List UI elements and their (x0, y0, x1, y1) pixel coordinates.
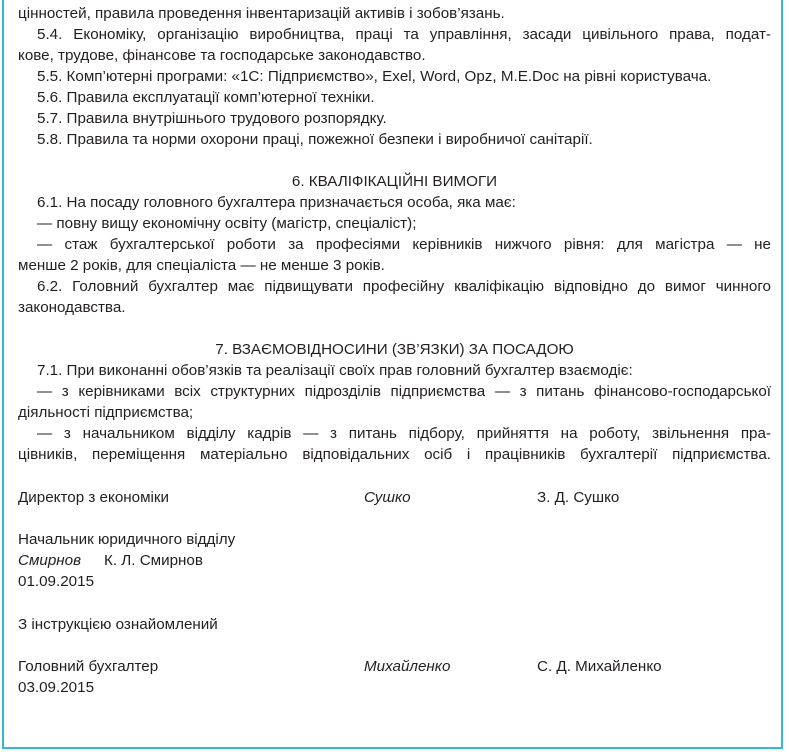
paragraph-line: 5.6. Правила експлуатації комп’ютерної техніки. (37, 89, 375, 106)
acquaintance-note: З інструкцією ознайомлений (18, 616, 218, 633)
paragraph-line: діяльності підприємства; (18, 404, 194, 421)
signatory-name: К. Л. Смирнов (104, 552, 203, 569)
paragraph-line: — з начальником відділу кадрів — з питань підбору, прийняття на роботу, звільнення пра- (37, 425, 771, 442)
paragraph-line: 5.8. Правила та норми охорони праці, пожежної безпеки і виробничої санітарії. (37, 131, 593, 148)
paragraph-line: 5.7. Правила внутрішнього трудового розпорядку. (37, 110, 387, 127)
section-heading: 7. ВЗАЄМОВІДНОСИНИ (ЗВ’ЯЗКИ) ЗА ПОСАДОЮ (215, 341, 574, 358)
signatory-title: Директор з економіки (18, 489, 170, 506)
paragraph-line: 5.4. Економіку, організацію виробництва, праці та управління, засади цивільного права, подат- (37, 26, 771, 43)
signatory-name: С. Д. Михайленко (537, 658, 662, 675)
paragraph-line: 6.1. На посаду головного бухгалтера призначається особа, яка має: (37, 194, 516, 211)
paragraph-line: — повну вищу економічну освіту (магістр, спеціаліст); (37, 215, 417, 232)
paragraph-line: 6.2. Головний бухгалтер має підвищувати професійну кваліфікацію відповідно до вимог чинного (37, 278, 771, 295)
paragraph-line: 5.5. Комп’ютерні програми: «1С: Підприємство», Exel, Word, Opz, M.E.Doc на рівні користувача. (37, 68, 712, 85)
signature: Михайленко (364, 658, 451, 675)
paragraph-line: 7.1. При виконанні обов’язків та реалізації своїх прав головний бухгалтер взаємодіє: (37, 362, 633, 379)
signatory-title: Головний бухгалтер (18, 658, 159, 675)
signature-date: 01.09.2015 (18, 573, 95, 590)
paragraph-line: — з керівниками всіх структурних підрозділів підприємства — з питань фінансово-господарської (37, 383, 771, 400)
signatory-title: Начальник юридичного відділу (18, 531, 236, 548)
signatory-name: З. Д. Сушко (537, 489, 620, 506)
signature: Смирнов (18, 552, 82, 569)
paragraph-line: цівників, переміщення матеріально відповідальних осіб і працівників бухгалтерії підприємства. (18, 446, 771, 463)
paragraph-line: законодавства. (18, 299, 126, 316)
paragraph-line: менше 2 років, для спеціаліста — не менше 3 років. (18, 257, 385, 274)
paragraph-line: кове, трудове, фінансове та господарське законодавство. (18, 47, 426, 64)
signature-date: 03.09.2015 (18, 679, 95, 696)
paragraph-line: цінностей, правила проведення інвентаризацій активів і зобов’язань. (18, 5, 505, 22)
signature: Сушко (364, 489, 411, 506)
section-heading: 6. КВАЛІФІКАЦІЙНІ ВИМОГИ (291, 173, 498, 190)
paragraph-line: — стаж бухгалтерської роботи за професіями керівників нижчого рівня: для магістра — не (37, 236, 771, 253)
